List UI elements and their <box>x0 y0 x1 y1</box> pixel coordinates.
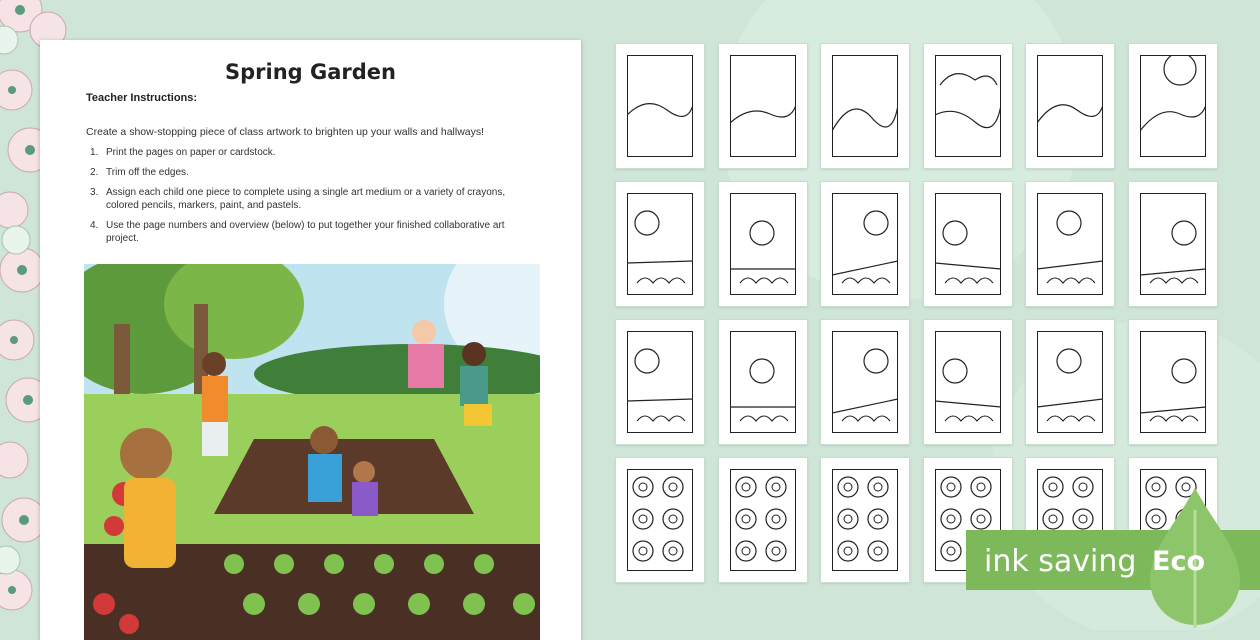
coloring-tile <box>616 44 704 168</box>
line-art-icon <box>1037 193 1103 295</box>
coloring-tile <box>719 182 807 306</box>
coloring-tile <box>821 182 909 306</box>
line-art-icon <box>627 331 693 433</box>
line-art-icon <box>935 55 1001 157</box>
worksheet-page <box>40 40 581 640</box>
line-art-icon <box>1140 331 1206 433</box>
line-art-icon <box>730 193 796 295</box>
coloring-tile <box>924 44 1012 168</box>
coloring-tile <box>1129 182 1217 306</box>
line-art-icon <box>730 331 796 433</box>
coloring-tile <box>719 458 807 582</box>
line-art-icon <box>1140 55 1206 157</box>
line-art-icon <box>935 193 1001 295</box>
coloring-tile <box>1129 320 1217 444</box>
instructions-heading: Teacher Instructions: <box>86 92 198 104</box>
page-title: Spring Garden <box>225 60 396 84</box>
line-art-icon <box>1037 55 1103 157</box>
coloring-tile <box>616 182 704 306</box>
line-art-icon <box>832 55 898 157</box>
coloring-tile <box>616 458 704 582</box>
coloring-tile <box>821 44 909 168</box>
badge-text: ink saving <box>984 544 1137 579</box>
coloring-tile <box>821 320 909 444</box>
coloring-tile <box>1129 44 1217 168</box>
instruction-step: 4. Use the page numbers and overview (below) to put together your finished collaborative art project. <box>90 220 505 244</box>
instruction-step: 2. Trim off the edges. <box>90 167 189 178</box>
ink-saving-badge <box>966 520 1260 600</box>
coloring-tile <box>719 320 807 444</box>
coloring-tile <box>616 320 704 444</box>
instruction-step: 3. Assign each child one piece to complete using a single art medium or a variety of crayons, colored pencils, markers, paint, and pastels. <box>90 187 506 211</box>
garden-illustration <box>84 264 540 640</box>
coloring-tile <box>924 182 1012 306</box>
line-art-icon <box>627 193 693 295</box>
coloring-tile <box>719 44 807 168</box>
line-art-icon <box>1140 193 1206 295</box>
instruction-list <box>86 146 526 252</box>
coloring-tile <box>821 458 909 582</box>
instructions-intro: Create a show-stopping piece of class artwork to brighten up your walls and hallways! <box>86 126 485 138</box>
coloring-tile <box>924 320 1012 444</box>
coloring-tile <box>1026 182 1114 306</box>
line-art-icon <box>832 469 898 571</box>
coloring-tile <box>1026 320 1114 444</box>
line-art-icon <box>935 331 1001 433</box>
instruction-step: 1. Print the pages on paper or cardstock. <box>90 147 276 158</box>
line-art-icon <box>1037 331 1103 433</box>
line-art-icon <box>730 469 796 571</box>
line-art-icon <box>627 469 693 571</box>
line-art-icon <box>832 193 898 295</box>
coloring-tile <box>1026 44 1114 168</box>
badge-label: Eco <box>1152 546 1205 577</box>
line-art-icon <box>832 331 898 433</box>
line-art-icon <box>627 55 693 157</box>
line-art-icon <box>730 55 796 157</box>
